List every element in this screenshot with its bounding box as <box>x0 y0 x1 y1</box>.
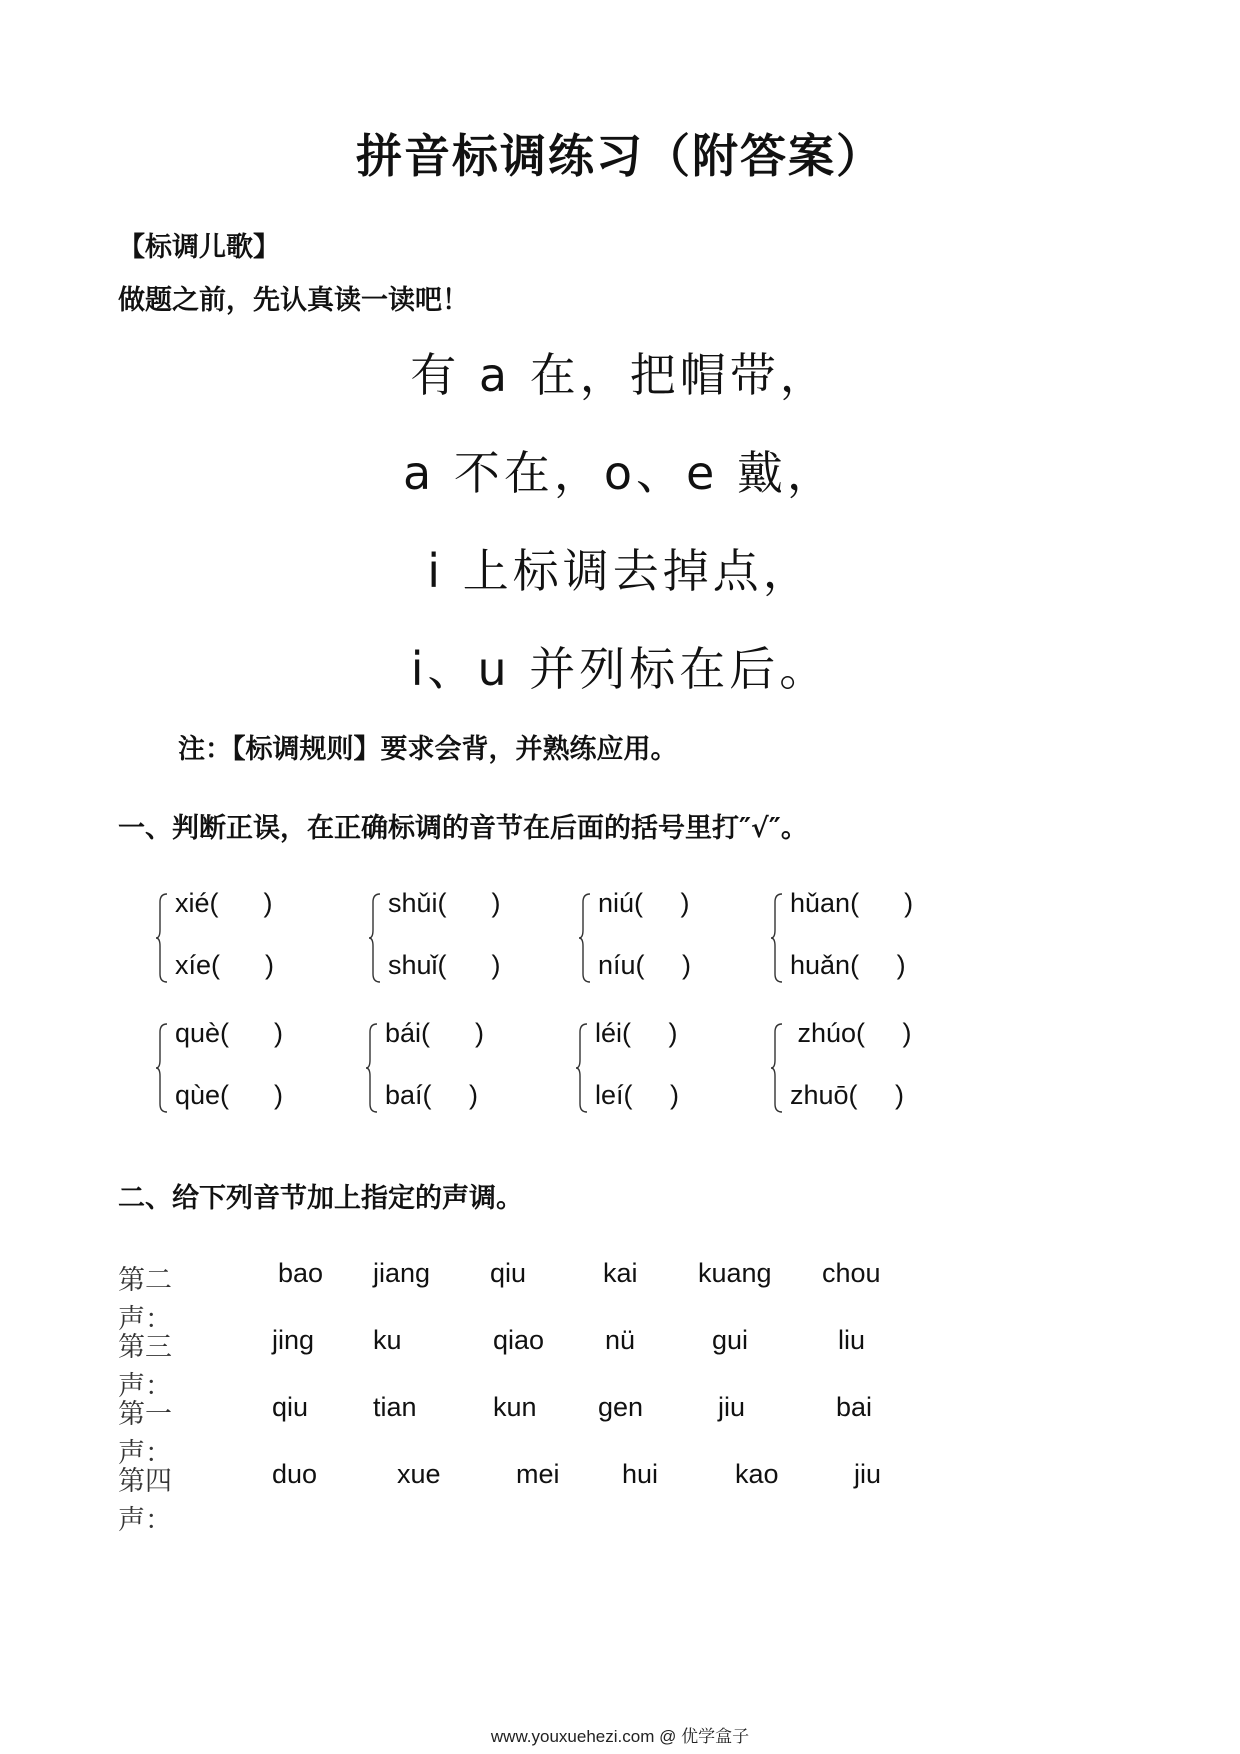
poem-line: i、u 并列标在后。 <box>410 642 830 696</box>
syllable: jiu <box>718 1392 746 1422</box>
section-2-heading: 二、给下列音节加上指定的声调。 <box>118 1183 523 1214</box>
tone-label: 第三声： <box>118 1332 172 1402</box>
syllable: tian <box>373 1392 417 1422</box>
syllable: kai <box>603 1258 638 1288</box>
syllable: kao <box>735 1459 779 1489</box>
poem-line: a 不在，o、e 戴， <box>403 446 837 500</box>
syllable: duo <box>272 1459 318 1489</box>
syllable: jiang <box>373 1258 431 1288</box>
syllable: nü <box>605 1325 636 1355</box>
syllable: hui <box>622 1459 659 1489</box>
syllable: qiao <box>493 1325 545 1355</box>
option-top: léi( ) <box>595 1018 678 1048</box>
option-bottom: zhuō( ) <box>790 1080 905 1110</box>
brace-icon <box>575 1022 589 1114</box>
poem-line: 有 a 在，把帽带， <box>410 348 830 402</box>
section-1-heading: 一、判断正误，在正确标调的音节在后面的括号里打″√″。 <box>118 813 808 844</box>
syllable: qiu <box>272 1392 309 1422</box>
syllable: mei <box>516 1459 560 1489</box>
rule-note: 注：【标调规则】要求会背，并熟练应用。 <box>178 734 678 765</box>
syllable: liu <box>838 1325 866 1355</box>
brace-icon <box>578 892 592 984</box>
option-top: què( ) <box>175 1018 284 1048</box>
syllable: bai <box>836 1392 873 1422</box>
option-top: xié( ) <box>175 888 273 918</box>
option-bottom: shuǐ( ) <box>388 950 501 980</box>
footer-watermark: www.youxuehezi.com @ 优学盒子 <box>490 1727 750 1746</box>
option-bottom: baí( ) <box>385 1080 479 1110</box>
option-bottom: huǎn( ) <box>790 950 906 980</box>
brace-icon <box>770 892 784 984</box>
option-top: bái( ) <box>385 1018 485 1048</box>
option-top: hǔan( ) <box>790 888 914 918</box>
syllable: bao <box>278 1258 324 1288</box>
poem-line: i 上标调去掉点， <box>427 544 813 598</box>
page-title: 拼音标调练习（附答案） <box>356 129 884 183</box>
tone-rhyme-poem <box>0 340 1240 732</box>
option-top: shǔi( ) <box>388 888 501 918</box>
syllable: gen <box>598 1392 644 1422</box>
syllable: kuang <box>698 1258 772 1288</box>
brace-icon <box>368 892 382 984</box>
tone-label: 第二声： <box>118 1265 172 1335</box>
intro-text: 做题之前，先认真读一读吧！ <box>118 285 469 316</box>
option-top: niú( ) <box>598 888 690 918</box>
syllable: jiu <box>854 1459 882 1489</box>
option-bottom: xíe( ) <box>175 950 275 980</box>
syllable: chou <box>822 1258 881 1288</box>
option-bottom: leí( ) <box>595 1080 680 1110</box>
brace-icon <box>770 1022 784 1114</box>
option-bottom: níu( ) <box>598 950 692 980</box>
syllable: qiu <box>490 1258 527 1288</box>
option-bottom: qùe( ) <box>175 1080 284 1110</box>
brace-icon <box>155 1022 169 1114</box>
tone-label: 第一声： <box>118 1399 172 1469</box>
syllable: gui <box>712 1325 749 1355</box>
syllable: xue <box>397 1459 441 1489</box>
syllable: ku <box>373 1325 402 1355</box>
brace-icon <box>155 892 169 984</box>
option-top: zhúo( ) <box>790 1018 912 1048</box>
syllable: kun <box>493 1392 537 1422</box>
rhyme-heading: 【标调儿歌】 <box>118 232 280 263</box>
tone-label: 第四声： <box>118 1466 172 1536</box>
syllable: jing <box>272 1325 315 1355</box>
brace-icon <box>365 1022 379 1114</box>
